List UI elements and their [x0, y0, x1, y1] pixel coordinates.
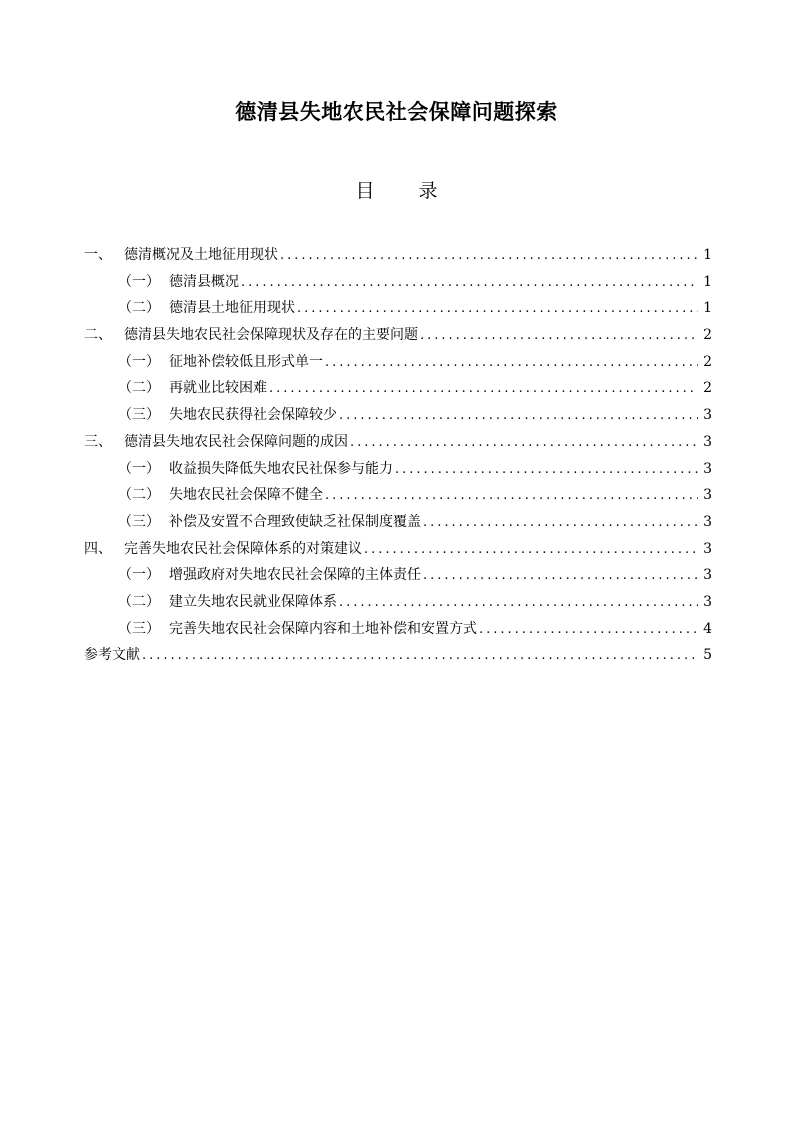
toc-entry-number: 二、 [84, 327, 112, 344]
toc-entry[interactable] [84, 269, 712, 296]
toc-dot-leader [142, 643, 698, 669]
toc-entry-number: 四、 [84, 540, 112, 557]
toc-entry-page-number: 3 [703, 513, 712, 530]
toc-entry-page-number: 3 [703, 487, 712, 504]
toc-entry-title: 德清概况及土地征用现状 [124, 247, 278, 263]
toc-dot-leader [479, 617, 698, 643]
toc-entry-title: 失地农民社会保障不健全 [169, 487, 323, 504]
toc-entry[interactable] [84, 322, 712, 349]
toc-entry-page-number: 1 [703, 273, 712, 290]
toc-entry-number: （一） [118, 567, 160, 584]
toc-entry[interactable] [84, 536, 712, 563]
toc-entry-number: 三、 [84, 433, 112, 450]
toc-entry-number: （二） [118, 593, 160, 610]
toc-entry-number: （三） [118, 513, 160, 530]
toc-entry-number: （一） [118, 460, 160, 477]
toc-entry-page-number: 3 [703, 593, 712, 610]
toc-entry-page-number: 1 [703, 247, 712, 263]
toc-dot-leader [420, 323, 698, 349]
toc-entry-page-number: 3 [703, 460, 712, 477]
toc-entry[interactable] [84, 562, 712, 589]
toc-entry[interactable] [84, 642, 712, 669]
toc-entry-page-number: 5 [703, 647, 712, 664]
toc-entry-title: 再就业比较困难 [169, 380, 267, 397]
toc-entry-page-number: 1 [703, 300, 712, 317]
toc-entry-title: 收益损失降低失地农民社保参与能力 [169, 460, 393, 477]
toc-entry-title: 参考文献 [84, 647, 140, 664]
toc-entry-title: 增强政府对失地农民社会保障的主体责任 [169, 567, 421, 584]
toc-entry[interactable] [84, 242, 712, 269]
toc-entry[interactable] [84, 375, 712, 402]
toc-dot-leader [364, 537, 698, 563]
toc-heading-right: 录 [418, 180, 438, 202]
toc-entry[interactable] [84, 616, 712, 643]
document-title: 德清县失地农民社会保障问题探索 [235, 100, 558, 124]
toc-entry-number: （二） [118, 380, 160, 397]
toc-entry-title: 德清县概况 [169, 273, 239, 290]
toc-entry-title: 建立失地农民就业保障体系 [169, 593, 337, 610]
toc-entry-title: 征地补偿较低且形式单一 [169, 353, 323, 370]
toc-entry[interactable] [84, 456, 712, 483]
toc-entry-page-number: 2 [703, 327, 712, 344]
toc-entry-number: （一） [118, 273, 160, 290]
toc-entry-page-number: 3 [703, 433, 712, 450]
toc-dot-leader [339, 590, 698, 616]
toc-entry-number: （二） [118, 300, 160, 317]
toc-entry-page-number: 2 [703, 380, 712, 397]
toc-dot-leader [269, 376, 698, 402]
toc-dot-leader [241, 270, 698, 296]
toc-entry-number: （二） [118, 487, 160, 504]
toc-entry[interactable] [84, 349, 712, 376]
toc-entry-page-number: 2 [703, 353, 712, 370]
toc-dot-leader [423, 510, 698, 536]
toc-entry[interactable] [84, 295, 712, 322]
toc-entry-title: 德清县失地农民社会保障问题的成因 [124, 433, 348, 450]
toc-entry[interactable] [84, 589, 712, 616]
toc-entry-page-number: 3 [703, 407, 712, 424]
toc-entry-title: 补偿及安置不合理致使缺乏社保制度覆盖 [169, 513, 421, 530]
toc-dot-leader [339, 403, 698, 429]
toc-entry-number: （三） [118, 620, 160, 637]
toc-entry[interactable] [84, 402, 712, 429]
toc-entry-page-number: 4 [703, 620, 712, 637]
toc-heading-left: 目 [355, 180, 375, 202]
toc-entry-title: 失地农民获得社会保障较少 [169, 407, 337, 424]
toc-entry-title: 完善失地农民社会保障体系的对策建议 [124, 540, 362, 557]
table-of-contents [84, 242, 712, 669]
toc-dot-leader [350, 430, 698, 456]
toc-entry-title: 完善失地农民社会保障内容和土地补偿和安置方式 [169, 620, 477, 637]
toc-dot-leader [395, 457, 698, 483]
toc-entry[interactable] [84, 509, 712, 536]
toc-entry-title: 德清县土地征用现状 [169, 300, 295, 317]
toc-heading [0, 178, 793, 204]
toc-entry-number: 一、 [84, 247, 112, 263]
toc-entry-number: （一） [118, 353, 160, 370]
toc-entry-page-number: 3 [703, 567, 712, 584]
toc-dot-leader [280, 243, 698, 269]
toc-dot-leader [325, 483, 698, 509]
toc-dot-leader [325, 350, 698, 376]
toc-entry-number: （三） [118, 407, 160, 424]
toc-dot-leader [423, 563, 698, 589]
toc-entry-page-number: 3 [703, 540, 712, 557]
toc-entry-title: 德清县失地农民社会保障现状及存在的主要问题 [124, 327, 418, 344]
toc-entry[interactable] [84, 482, 712, 509]
toc-dot-leader [297, 296, 698, 322]
toc-entry[interactable] [84, 429, 712, 456]
